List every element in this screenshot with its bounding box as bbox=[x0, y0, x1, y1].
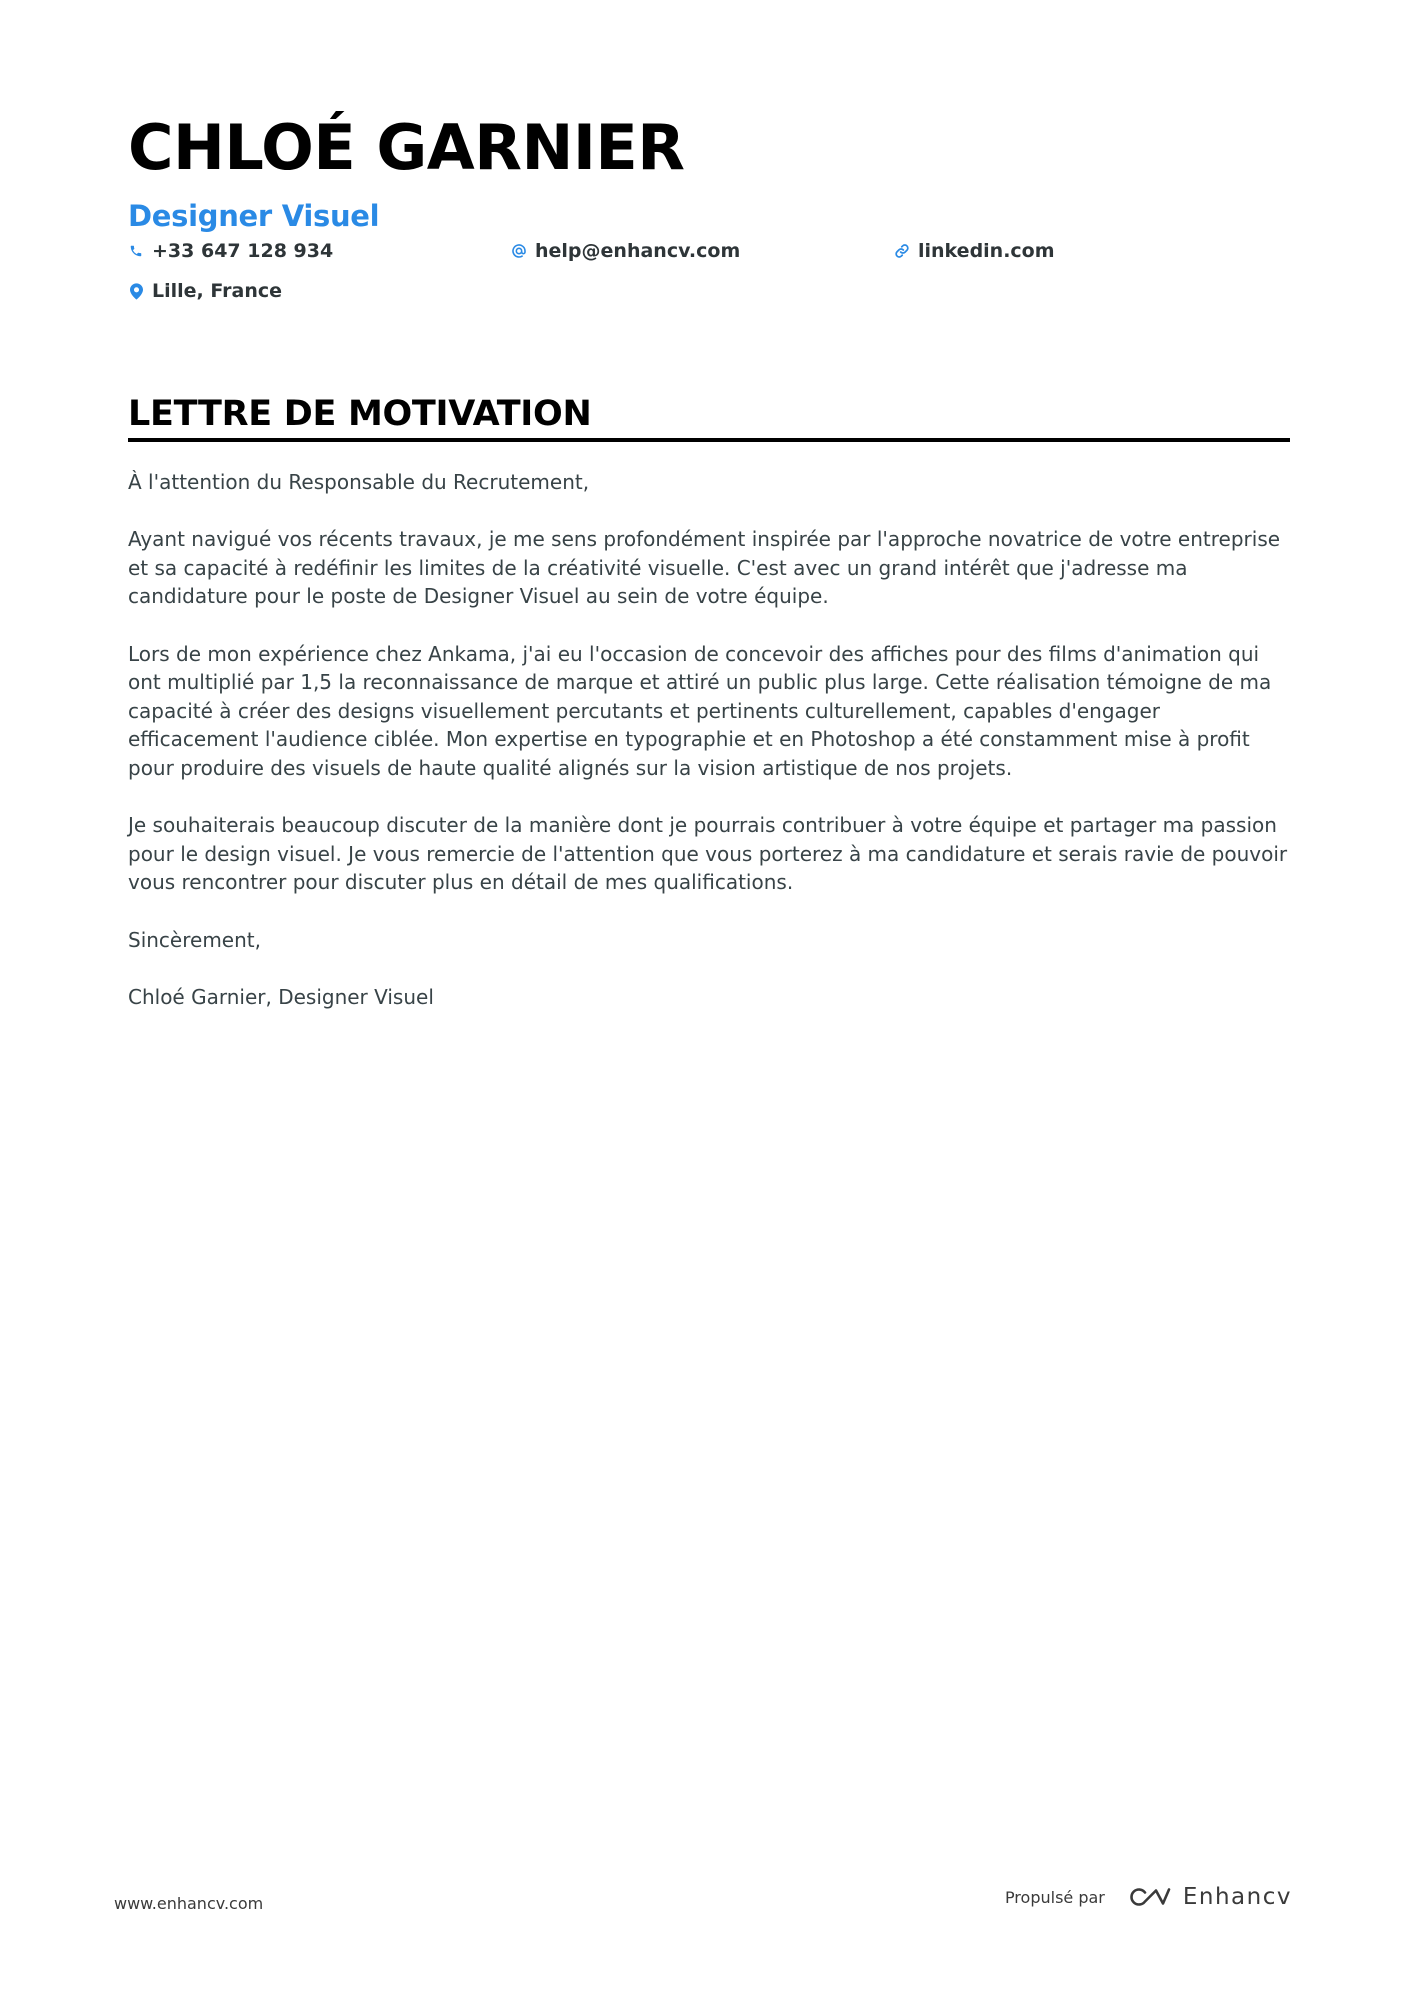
at-icon bbox=[511, 242, 527, 260]
location-text: Lille, France bbox=[152, 280, 282, 302]
phone-icon bbox=[128, 242, 144, 260]
link-icon bbox=[894, 242, 910, 260]
footer-branding[interactable] bbox=[1005, 1884, 1292, 1910]
contact-location bbox=[128, 280, 282, 302]
closing: Sincèrement, bbox=[128, 927, 261, 952]
phone-text: +33 647 128 934 bbox=[152, 240, 334, 262]
email-text: help@enhancv.com bbox=[535, 240, 741, 262]
letter-body bbox=[128, 468, 1290, 1040]
section-title: LETTRE DE MOTIVATION bbox=[128, 394, 592, 434]
section-divider bbox=[128, 438, 1290, 442]
signature: Chloé Garnier, Designer Visuel bbox=[128, 984, 434, 1009]
paragraph-intro: Ayant navigué vos récents travaux, je me sens profondément inspirée par l'approche novatrice de votre entreprise et sa capacité à redéfinir les limites de la créativité visuelle. C'est avec un grand intérêt que j'adresse ma candidature pour le poste de Designer Visuel au sein de votre équipe. bbox=[128, 527, 1281, 609]
header bbox=[128, 108, 1288, 236]
salutation: À l'attention du Responsable du Recrutement, bbox=[128, 470, 590, 494]
job-title: Designer Visuel bbox=[128, 199, 380, 233]
paragraph-closing: Je souhaiterais beaucoup discuter de la manière dont je pourrais contribuer à votre équipe et partager ma passion pour le design visuel. Je vous remercie de l'attention que vous porterez à ma candidature et serais ravie de pouvoir vous rencontrer pour discuter plus en détail de mes qualifications. bbox=[128, 813, 1288, 895]
map-pin-icon bbox=[128, 282, 144, 300]
enhancv-logo-icon bbox=[1125, 1884, 1171, 1910]
contact-linkedin[interactable] bbox=[894, 240, 1055, 262]
contact-phone[interactable] bbox=[128, 240, 333, 262]
contact-info bbox=[128, 240, 1288, 320]
footer-website[interactable]: www.enhancv.com bbox=[114, 1894, 264, 1913]
brand-name: Enhancv bbox=[1182, 1884, 1292, 1910]
contact-email[interactable] bbox=[511, 240, 740, 262]
applicant-name: CHLOÉ GARNIER bbox=[128, 111, 685, 184]
paragraph-experience: Lors de mon expérience chez Ankama, j'ai eu l'occasion de concevoir des affiches pour des films d'animation qui ont multiplié par 1,5 la reconnaissance de marque et attiré un public plus large. Cette réalisation témoigne de ma capacité à créer des designs visuellement percutants et pertinents culturellement, capables d'engager efficacement l'audience ciblée. Mon expertise en typographie et en Photoshop a été constamment mise à profit pour produire des visuels de haute qualité alignés sur la vision artistique de nos projets. bbox=[128, 641, 1272, 780]
powered-by-label: Propulsé par bbox=[1004, 1887, 1105, 1907]
linkedin-text: linkedin.com bbox=[918, 240, 1055, 262]
